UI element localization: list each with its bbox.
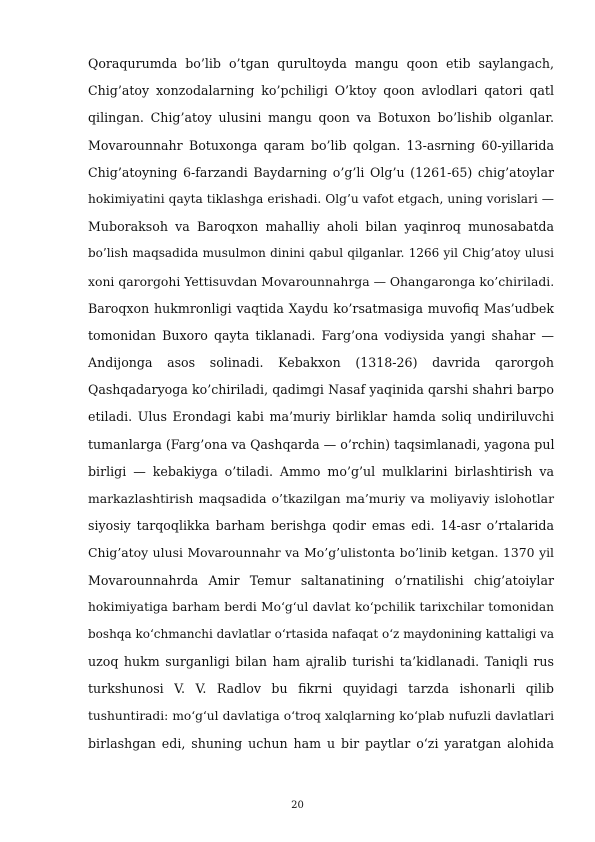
text-line: Andijonga asos solinadi. Kebakxon (1318-26) davrida qarorgoh: [88, 355, 554, 371]
text-line: tomonidan Buxoro qayta tiklanadi. Farg’ona vodiysida yangi shahar —: [88, 327, 554, 343]
text-line: qilingan. Chig’atoy ulusini mangu qoon va Botuxon bo’lishib olganlar.: [88, 110, 554, 126]
text-line: markazlashtirish maqsadida o’tkazilgan ma’muriy va moliyaviy islohotlar: [88, 491, 554, 506]
text-line: boshqa ko‘chmanchi davlatlar o‘rtasida nafaqat o‘z maydonining kattaligi va: [88, 626, 554, 641]
text-line: Chig’atoy xonzodalarning ko’pchiligi O’ktoy qoon avlodlari qatori qatl: [88, 83, 554, 99]
text-line: Baroqxon hukmronligi vaqtida Xaydu ko’rsatmasiga muvofiq Mas’udbek: [88, 300, 554, 316]
text-line: Muboraksoh va Baroqxon mahalliy aholi bilan yaqinroq munosabatda: [88, 219, 554, 235]
text-line: Movarounnahrda Amir Temur saltanatining o’rnatilishi chig’atoiylar: [88, 572, 554, 588]
text-line: xoni qarorgohi Yettisuvdan Movarounnahrga — Ohangaronga ko’chiriladi.: [88, 273, 555, 289]
text-line: hokimiyatini qayta tiklashga erishadi. Olg’u vafot etgach, uning vorislari —: [88, 191, 554, 206]
text-line: Chig’atoy ulusi Movarounnahr va Mo’g’ulistonta bo’linib ketgan. 1370 yil: [88, 545, 554, 561]
page-number: 20: [291, 800, 304, 811]
text-line: Qoraqurumda bo’lib o’tgan qurultoyda mangu qoon etib saylangach,: [88, 56, 554, 71]
body-text: [88, 50, 554, 757]
text-line: birligi — kebakiyga o’tiladi. Ammo mo’g’ul mulklarini birlashtirish va: [88, 463, 554, 479]
text-line: Movarounnahr Botuxonga qaram bo’lib qolgan. 13-asrning 60-yillarida: [88, 137, 554, 153]
text-line: Qashqadaryoga ko’chiriladi, qadimgi Nasaf yaqinida qarshi shahri barpo: [88, 382, 554, 398]
text-line: birlashgan edi, shuning uchun ham u bir paytlar o‘zi yaratgan alohida: [88, 735, 554, 751]
text-line: uzoq hukm surganligi bilan ham ajralib turishi ta’kidlanadi. Taniqli rus: [88, 654, 554, 670]
text-line: etiladi. Ulus Erondagi kabi ma’muriy birliklar hamda soliq undiriluvchi: [88, 409, 554, 425]
text-line: Chig’atoyning 6-farzandi Baydarning o’g’li Olg’u (1261-65) chig’atoylar: [88, 164, 554, 180]
text-line: bo’lish maqsadida musulmon dinini qabul qilganlar. 1266 yil Chig’atoy ulusi: [88, 246, 554, 261]
text-line: turkshunosi V. V. Radlov bu fikrni quyidagi tarzda ishonarli qilib: [88, 681, 554, 697]
text-line: tushuntiradi: mo‘g‘ul davlatiga o‘troq xalqlarning ko‘plab nufuzli davlatlari: [88, 708, 554, 723]
text-line: hokimiyatiga barham berdi Mo‘g‘ul davlat ko‘pchilik tarixchilar tomonidan: [88, 599, 554, 614]
text-line: siyosiy tarqoqlikka barham berishga qodir emas edi. 14-asr o’rtalarida: [88, 518, 554, 534]
text-line: tumanlarga (Farg’ona va Qashqarda — o’rchin) taqsimlanadi, yagona pul: [88, 436, 555, 452]
